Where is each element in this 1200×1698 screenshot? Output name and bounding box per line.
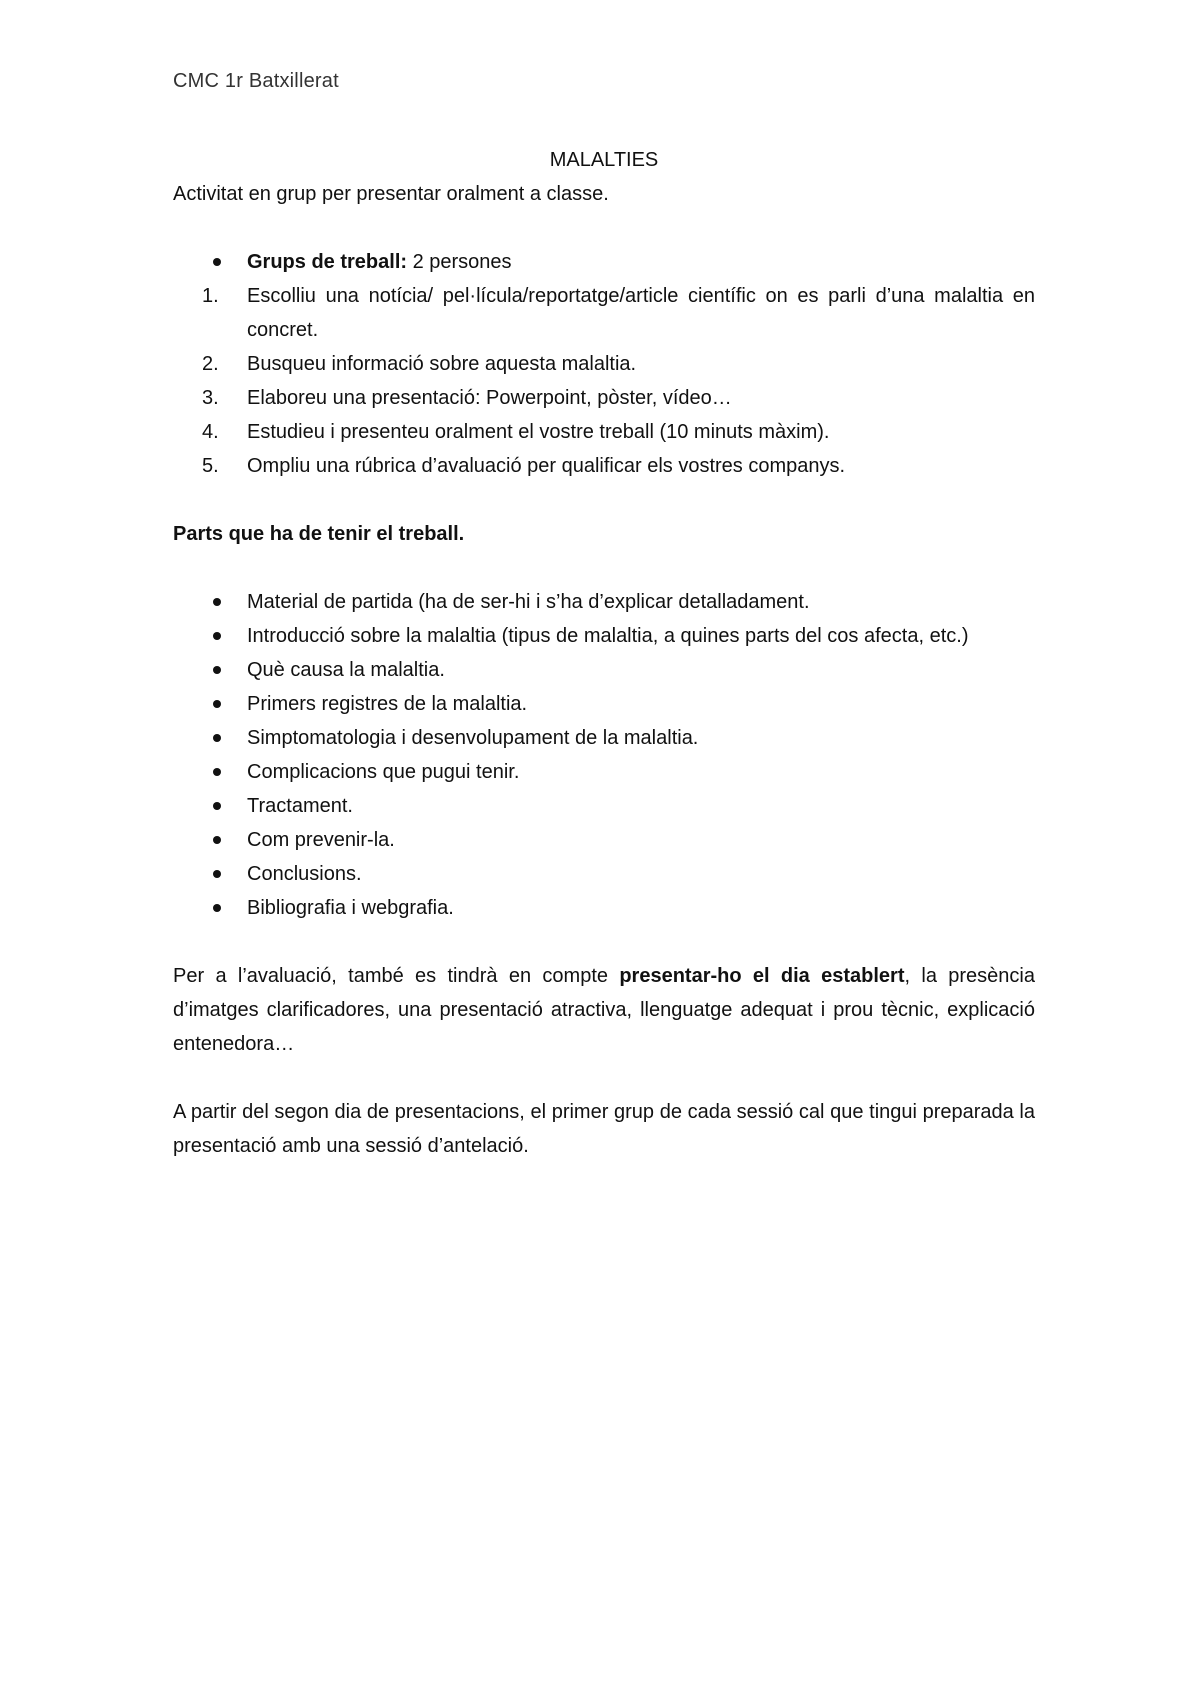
bullet-icon [213,700,221,708]
evaluation-paragraph [173,959,1035,1061]
bullet-icon [213,802,221,810]
part-item [173,823,1035,857]
bullet-icon [213,632,221,640]
part-text: Què causa la malaltia. [247,659,445,681]
part-text: Primers registres de la malaltia. [247,693,528,715]
part-item [173,619,1035,653]
step-item [173,449,1035,483]
step-number: 5. [202,455,219,477]
bullet-icon [213,258,221,266]
groups-label: Grups de treball: [247,251,408,273]
spacer [173,211,1035,245]
step-text: Estudieu i presenteu oralment el vostre treball (10 minuts màxim). [247,421,830,443]
evaluation-text: , la presència d’imatges clarificadores, una presentació atractiva, llenguatge adequat i prou tècnic, explicació entenedora… [173,965,1035,1055]
step-number: 1. [202,285,219,307]
bullet-icon [213,768,221,776]
part-item [173,891,1035,925]
bullet-icon [213,870,221,878]
parts-heading: Parts que ha de tenir el treball. [173,523,465,545]
page-header: CMC 1r Batxillerat [173,70,339,92]
step-item [173,415,1035,449]
part-item [173,653,1035,687]
part-text: Com prevenir-la. [247,829,395,851]
part-item [173,585,1035,619]
step-item [173,279,1035,347]
document-body [173,143,1035,1163]
part-item [173,857,1035,891]
closing-paragraph: A partir del segon dia de presentacions, el primer grup de cada sessió cal que tingui preparada la presentació amb una sessió d’antelació. [173,1101,1035,1157]
spacer [173,1061,1035,1095]
part-text: Complicacions que pugui tenir. [247,761,520,783]
part-text: Bibliografia i webgrafia. [247,897,454,919]
part-text: Conclusions. [247,863,362,885]
step-text: Elaboreu una presentació: Powerpoint, pòster, vídeo… [247,387,732,409]
bullet-icon [213,734,221,742]
part-item [173,755,1035,789]
spacer [173,483,1035,517]
step-text: Ompliu una rúbrica d’avaluació per qualificar els vostres companys. [247,455,846,477]
intro-text: Activitat en grup per presentar oralment a classe. [173,183,609,205]
step-number: 4. [202,421,219,443]
task-list [173,245,1035,483]
bullet-icon [213,666,221,674]
evaluation-emphasis: presentar-ho el dia establert [619,965,905,987]
part-item [173,721,1035,755]
step-text: Escolliu una notícia/ pel·lícula/reportatge/article científic on es parli d’una malaltia en concret. [247,285,1035,341]
part-item [173,687,1035,721]
part-text: Material de partida (ha de ser-hi i s’ha d’explicar detalladament. [247,591,810,613]
groups-item [173,245,1035,279]
document-title: MALALTIES [549,149,659,171]
step-item [173,381,1035,415]
step-text: Busqueu informació sobre aquesta malaltia. [247,353,637,375]
part-text: Simptomatologia i desenvolupament de la malaltia. [247,727,699,749]
spacer [173,925,1035,959]
spacer [173,551,1035,585]
bullet-icon [213,904,221,912]
bullet-icon [213,598,221,606]
part-text: Tractament. [247,795,353,817]
part-item [173,789,1035,823]
bullet-icon [213,836,221,844]
step-number: 3. [202,387,219,409]
parts-list [173,585,1035,925]
step-item [173,347,1035,381]
groups-value: 2 persones [407,251,512,273]
evaluation-text: Per a l’avaluació, també es tindrà en compte [173,965,620,987]
part-text: Introducció sobre la malaltia (tipus de malaltia, a quines parts del cos afecta, etc.) [247,625,969,647]
step-number: 2. [202,353,219,375]
